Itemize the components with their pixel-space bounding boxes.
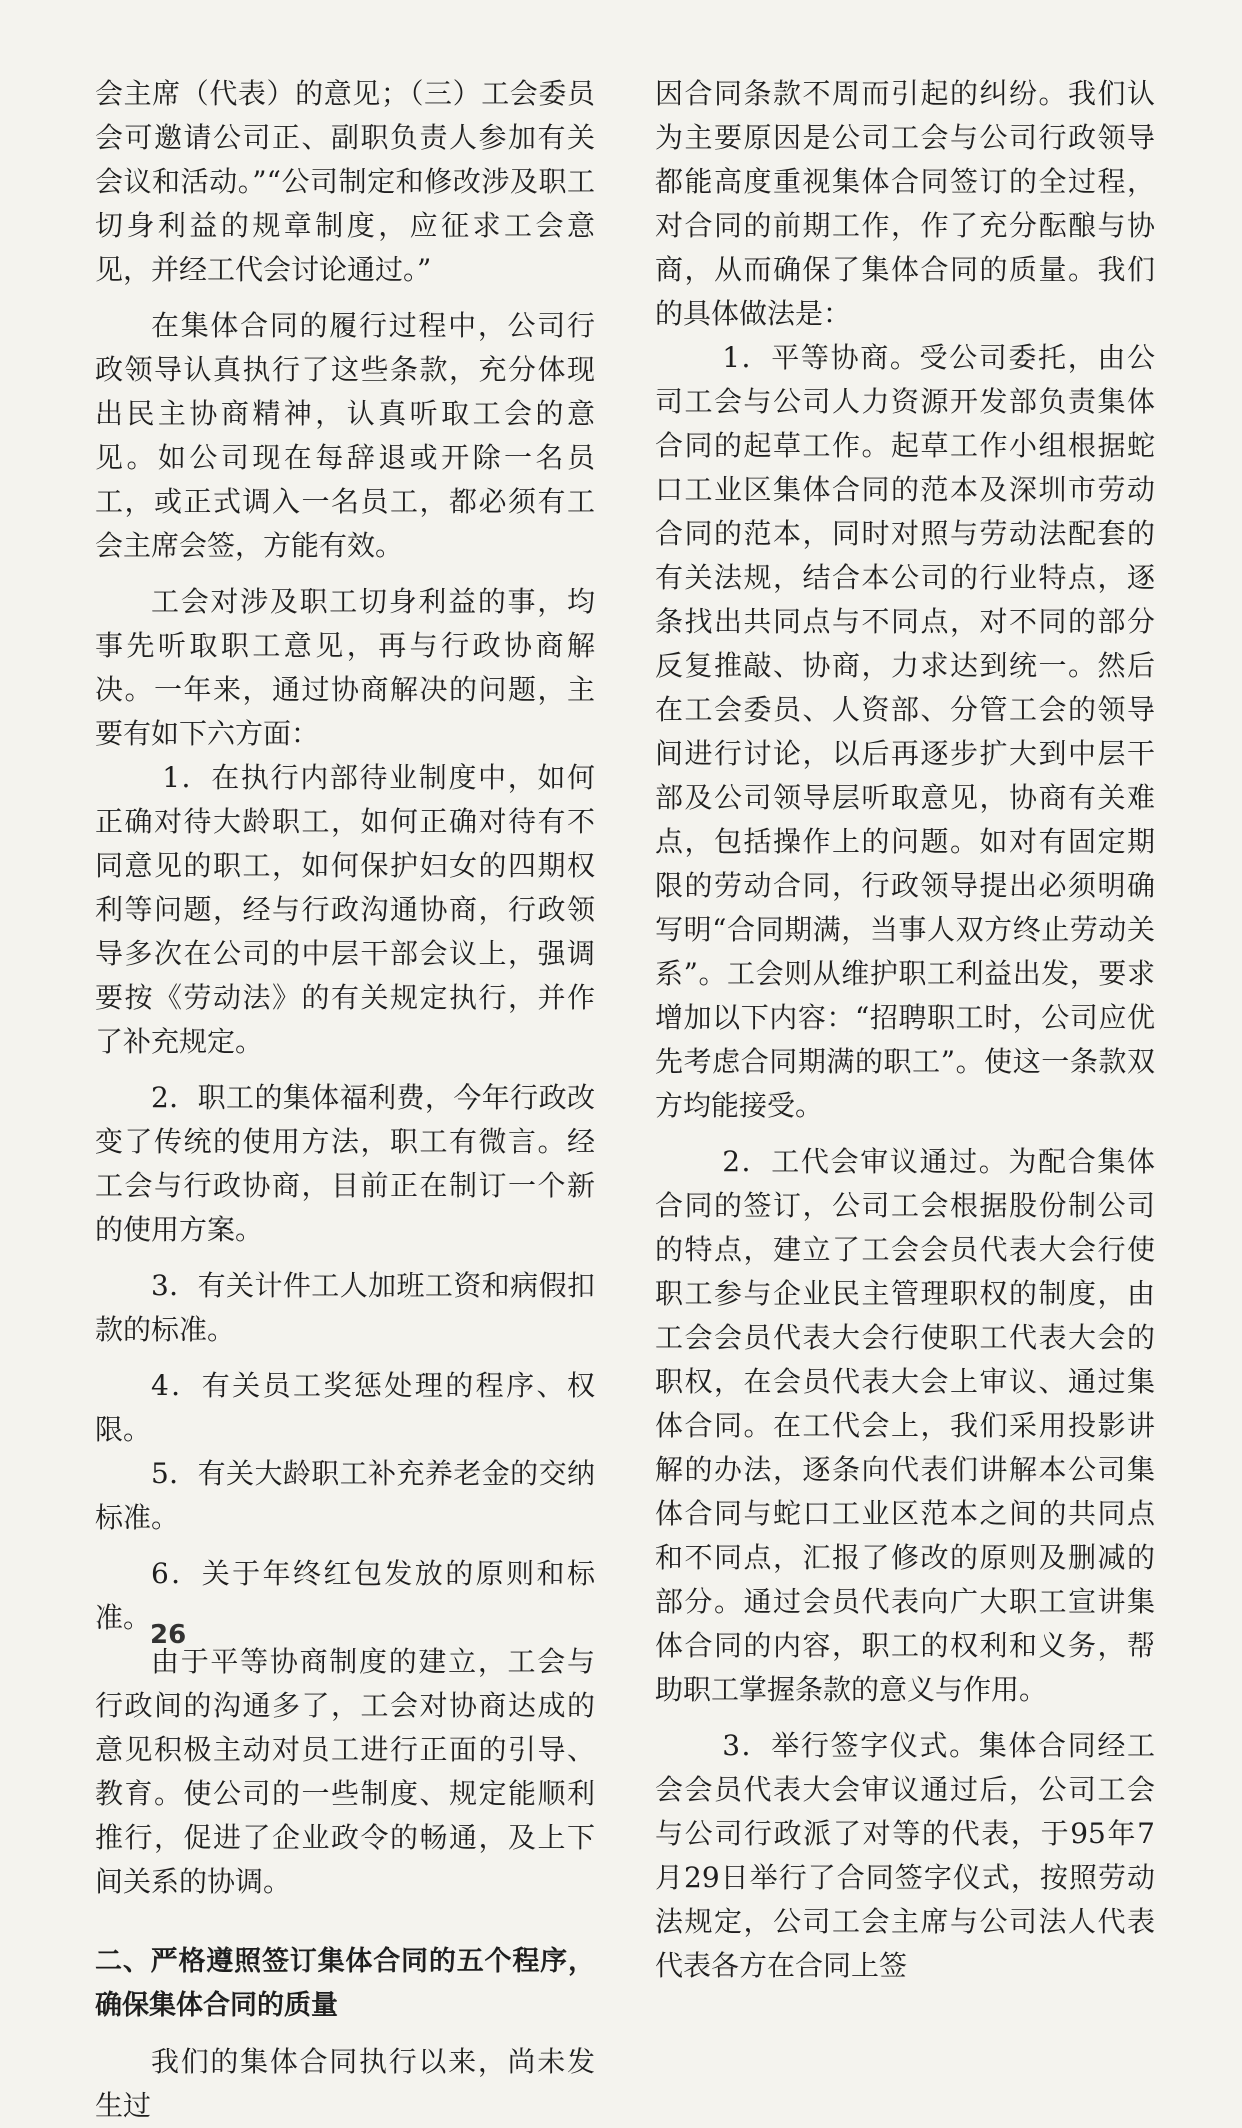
list-item: 2．职工的集体福利费，今年行政改变了传统的使用方法，职工有微言。经工会与行政协商，目前正在制订一个新的使用方案。 (95, 1081, 595, 1246)
list-item: 5．有关大龄职工补充养老金的交纳标准。 (95, 1457, 595, 1534)
paragraph: 工会对涉及职工切身利益的事，均事先听取职工意见，再与行政协商解决。一年来，通过协商解决的问题，主要有如下六方面： (95, 585, 595, 750)
list-item: 3．举行签字仪式。集体合同经工会会员代表大会审议通过后，公司工会与公司行政派了对等的代表，于95年7月29日举行了合同签字仪式，按照劳动法规定，公司工会主席与公司法人代表代表各方在合同上签 (655, 1729, 1155, 1982)
page-number: 26 (150, 1620, 187, 1650)
list-item: 3．有关计件工人加班工资和病假扣款的标准。 (95, 1269, 595, 1346)
list-item: 1．在执行内部待业制度中，如何正确对待大龄职工，如何正确对待有不同意见的职工，如何保护妇女的四期权利等问题，经与行政沟通协商，行政领导多次在公司的中层干部会议上，强调要按《劳动法》的有关规定执行，并作了补充规定。 (95, 761, 595, 1058)
left-column (95, 72, 595, 2128)
list-item: 4．有关员工奖惩处理的程序、权限。 (95, 1369, 595, 1446)
section-heading: 二、严格遵照签订集体合同的五个程序，确保集体合同的质量 (95, 1946, 595, 2021)
list-item: 2．工代会审议通过。为配合集体合同的签订，公司工会根据股份制公司的特点，建立了工会会员代表大会行使职工参与企业民主管理职权的制度，由工会会员代表大会行使职工代表大会的职权，在会员代表大会上审议、通过集体合同。在工代会上，我们采用投影讲解的办法，逐条向代表们讲解本公司集体合同与蛇口工业区范本之间的共同点和不同点，汇报了修改的原则及删减的部分。通过会员代表向广大职工宣讲集体合同的内容，职工的权利和义务，帮助职工掌握条款的意义与作用。 (655, 1145, 1155, 1706)
paragraph: 因合同条款不周而引起的纠纷。我们认为主要原因是公司工会与公司行政领导都能高度重视集体合同签订的全过程，对合同的前期工作，作了充分酝酿与协商，从而确保了集体合同的质量。我们的具体做法是： (655, 77, 1155, 330)
paragraph: 我们的集体合同执行以来，尚未发生过 (95, 2045, 595, 2122)
right-column (655, 72, 1155, 1988)
list-item: 6．关于年终红包发放的原则和标准。 (95, 1557, 595, 1634)
list-item: 1．平等协商。受公司委托，由公司工会与公司人力资源开发部负责集体合同的起草工作。起草工作小组根据蛇口工业区集体合同的范本及深圳市劳动合同的范本，同时对照与劳动法配套的有关法规，结合本公司的行业特点，逐条找出共同点与不同点，对不同的部分反复推敲、协商，力求达到统一。然后在工会委员、人资部、分管工会的领导间进行讨论，以后再逐步扩大到中层干部及公司领导层听取意见，协商有关难点，包括操作上的问题。如对有固定期限的劳动合同，行政领导提出必须明确写明“合同期满，当事人双方终止劳动关系”。工会则从维护职工利益出发，要求增加以下内容：“招聘职工时，公司应优先考虑合同期满的职工”。使这一条款双方均能接受。 (655, 341, 1155, 1122)
paragraph: 由于平等协商制度的建立，工会与行政间的沟通多了，工会对协商达成的意见积极主动对员工进行正面的引导、教育。使公司的一些制度、规定能顺利推行，促进了企业政令的畅通，及上下间关系的协调。 (95, 1645, 595, 1898)
paragraph: 在集体合同的履行过程中，公司行政领导认真执行了这些条款，充分体现出民主协商精神，认真听取工会的意见。如公司现在每辞退或开除一名员工，或正式调入一名员工，都必须有工会主席会签，方能有效。 (95, 309, 595, 562)
paragraph: 会主席（代表）的意见；（三）工会委员会可邀请公司正、副职负责人参加有关会议和活动。”“公司制定和修改涉及职工切身利益的规章制度，应征求工会意见，并经工代会讨论通过。” (95, 77, 595, 286)
